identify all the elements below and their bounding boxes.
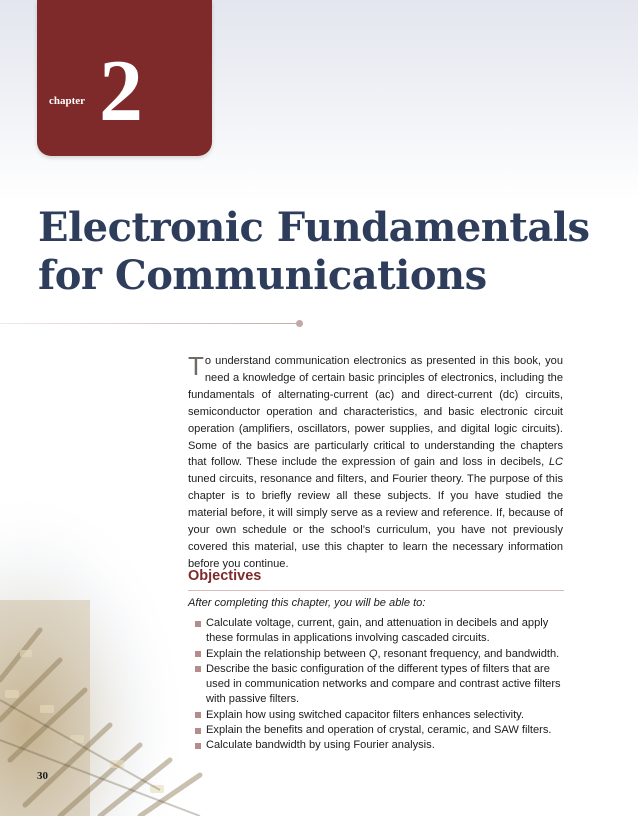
objective-item bbox=[195, 616, 575, 647]
square-bullet-icon bbox=[195, 651, 201, 657]
title-divider-dot bbox=[296, 320, 303, 327]
intro-text-part2: tuned circuits, resonance and filters, and Fourier theory. The purpose of this chapter is to briefly review all these subjects. If you have studied the material before, it will simply serve as a review and reference. If, because of your own schedule or the school’s curriculum, you have not previously covered this material, use this chapter to learn the necessary information before you continue. bbox=[188, 473, 563, 570]
objectives-list bbox=[195, 616, 575, 754]
intro-italic-term: LC bbox=[548, 456, 563, 469]
chapter-title-line2: for Communications bbox=[38, 252, 487, 299]
objective-text: Describe the basic configuration of the different types of filters that are used in communication networks and compare and contrast active filters with passive filters. bbox=[206, 662, 561, 706]
objective-text: Calculate voltage, current, gain, and attenuation in decibels and apply these formulas in applications involving cascaded circuits. bbox=[206, 617, 549, 645]
objective-text-after: , resonant frequency, and bandwidth. bbox=[377, 647, 560, 660]
drop-cap: T bbox=[188, 351, 204, 381]
intro-text-part1: o understand communication electronics as presented in this book, you need a knowledge of certain basic principles of electronics, including the fundamentals of alternating-current (ac) and direct-current (dc) circuits, semiconductor operation and characteristics, and basic electronic circuit operation (amplifiers, oscillators, power supplies, and digital logic circuits). Some of the basics are particularly critical to understanding the chapters that follow. These include the expression of gain and loss in decibels, bbox=[188, 355, 563, 469]
objectives-heading: Objectives bbox=[188, 568, 262, 584]
chapter-title-line1: Electronic Fundamentals bbox=[38, 204, 590, 251]
objective-item bbox=[195, 738, 575, 753]
chapter-tab bbox=[37, 0, 212, 156]
square-bullet-icon bbox=[195, 743, 201, 749]
objective-text-before: Explain the relationship between bbox=[206, 647, 369, 660]
objective-text: Explain the benefits and operation of crystal, ceramic, and SAW filters. bbox=[206, 724, 552, 737]
objective-italic-term: Q bbox=[368, 647, 378, 660]
chapter-title bbox=[38, 204, 598, 300]
objective-item bbox=[195, 662, 575, 708]
page-number: 30 bbox=[37, 770, 48, 782]
objective-item bbox=[195, 708, 575, 723]
objective-text: Calculate bandwidth by using Fourier analysis. bbox=[206, 739, 435, 752]
title-divider bbox=[0, 323, 297, 324]
square-bullet-icon bbox=[195, 712, 201, 718]
objective-item bbox=[195, 647, 575, 662]
chapter-number: 2 bbox=[99, 43, 143, 140]
square-bullet-icon bbox=[195, 728, 201, 734]
square-bullet-icon bbox=[195, 621, 201, 627]
objectives-intro: After completing this chapter, you will be able to: bbox=[188, 597, 426, 609]
objectives-divider bbox=[188, 590, 564, 591]
objective-item bbox=[195, 723, 575, 738]
objective-text: Explain how using switched capacitor filters enhances selectivity. bbox=[206, 708, 524, 721]
chapter-label: chapter bbox=[49, 95, 86, 107]
square-bullet-icon bbox=[195, 666, 201, 672]
intro-paragraph bbox=[188, 353, 563, 573]
